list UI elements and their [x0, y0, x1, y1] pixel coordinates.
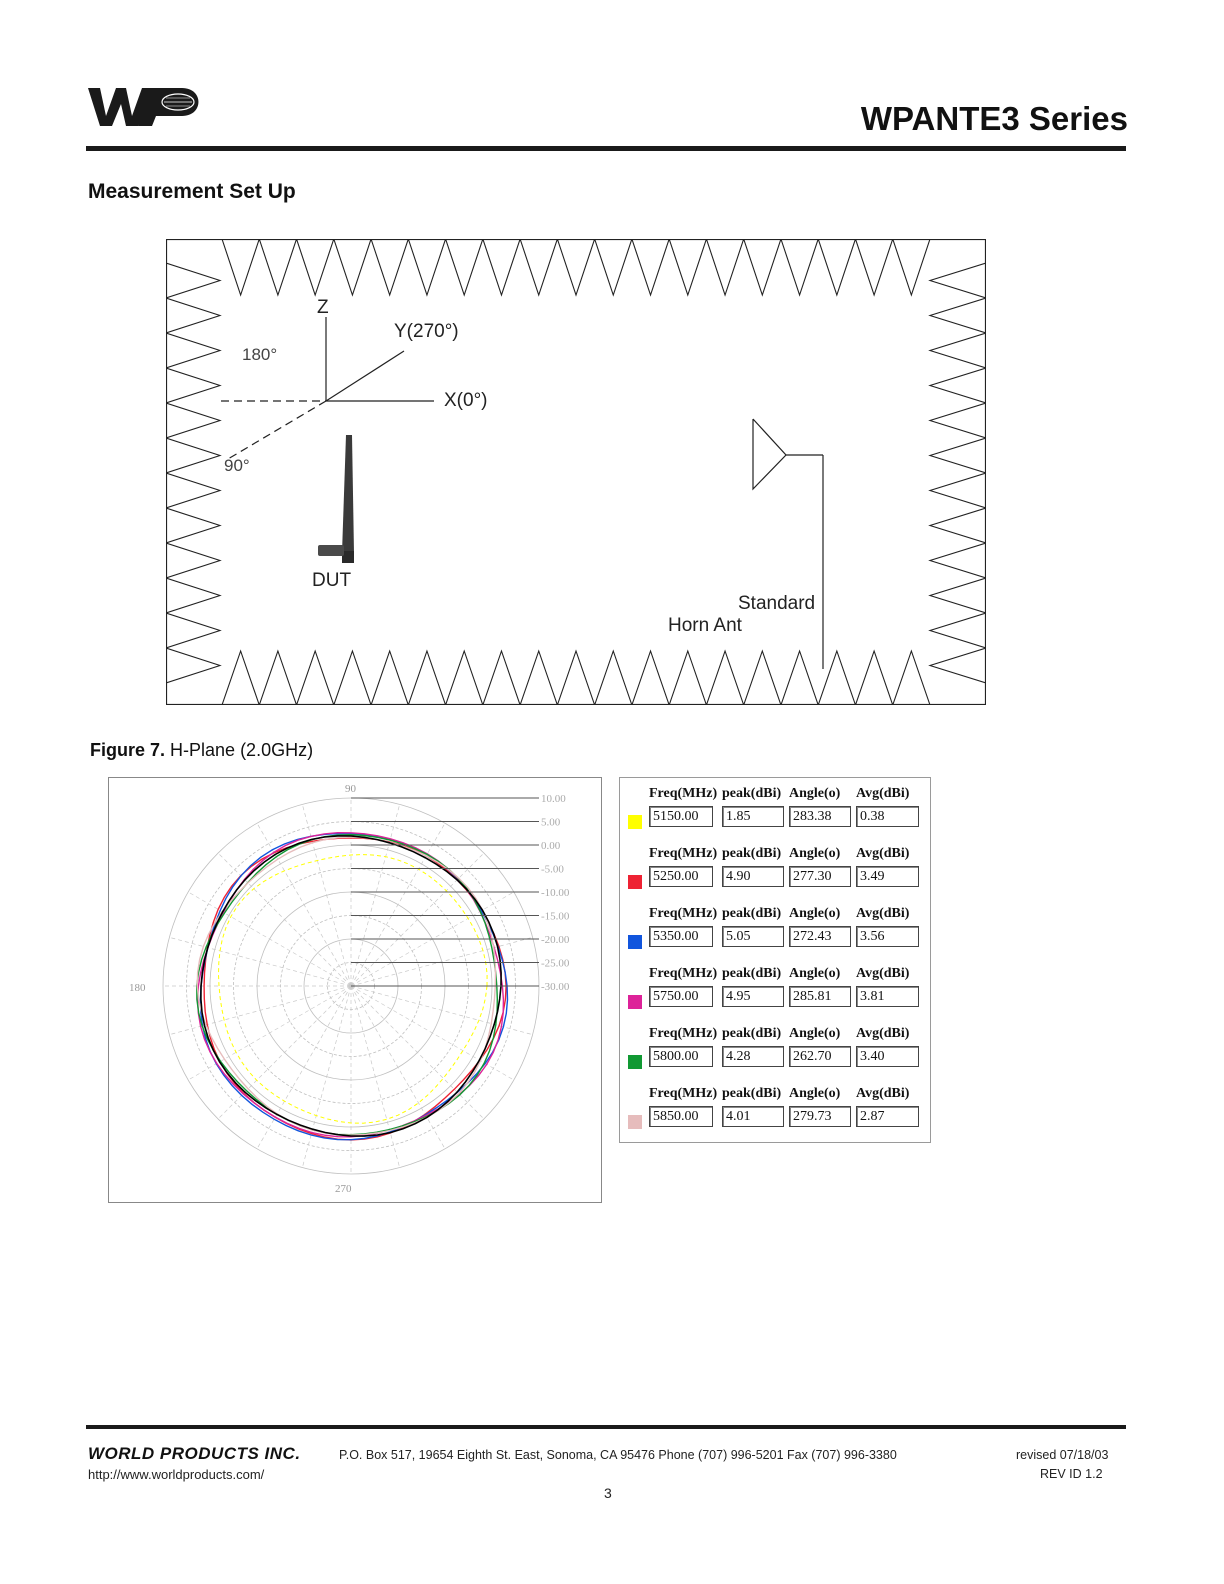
- legend-swatch: [628, 1115, 642, 1129]
- legend-header-peak: peak(dBi): [722, 1086, 782, 1101]
- legend-entry: [620, 838, 930, 896]
- legend-value-avg: 3.81: [856, 986, 919, 1007]
- legend-value-freq: 5150.00: [649, 806, 713, 827]
- legend-header-avg: Avg(dBi): [856, 1086, 910, 1101]
- legend-header-avg: Avg(dBi): [856, 1026, 910, 1041]
- angle-label-180: 180: [129, 982, 146, 994]
- horn-label-horn-ant: Horn Ant: [668, 615, 742, 636]
- legend-header-peak: peak(dBi): [722, 846, 782, 861]
- legend-header-avg: Avg(dBi): [856, 966, 910, 981]
- company-name: WORLD PRODUCTS INC.: [88, 1444, 301, 1463]
- legend-header-angle: Angle(o): [789, 1026, 841, 1041]
- footer-divider: [86, 1425, 1126, 1429]
- company-url[interactable]: http://www.worldproducts.com/: [88, 1467, 265, 1482]
- legend-value-peak: 4.95: [722, 986, 784, 1007]
- measurement-setup-diagram: [166, 239, 986, 705]
- legend-value-angle: 279.73: [789, 1106, 851, 1127]
- company-logo: [86, 84, 206, 128]
- legend-value-angle: 277.30: [789, 866, 851, 887]
- legend-header-avg: Avg(dBi): [856, 846, 910, 861]
- angle-label-270: 270: [335, 1183, 352, 1195]
- legend-value-angle: 272.43: [789, 926, 851, 947]
- legend-value-angle: 285.81: [789, 986, 851, 1007]
- legend-entry: [620, 1018, 930, 1076]
- legend-header-freq: Freq(MHz): [649, 906, 718, 921]
- legend-header-angle: Angle(o): [789, 1086, 841, 1101]
- series-title: WPANTE3 Series: [860, 100, 1128, 137]
- polar-radiation-plot: [108, 777, 602, 1203]
- horn-label-standard: Standard: [738, 593, 816, 614]
- radial-label: 0.00: [541, 840, 561, 852]
- legend-value-peak: 4.01: [722, 1106, 784, 1127]
- legend-value-peak: 5.05: [722, 926, 784, 947]
- company-address: P.O. Box 517, 19654 Eighth St. East, Sonoma, CA 95476 Phone (707) 996-5201 Fax (707) 996-3380: [339, 1448, 897, 1462]
- legend-entry: [620, 1078, 930, 1136]
- legend-value-avg: 2.87: [856, 1106, 919, 1127]
- radial-scale-labels: [351, 793, 570, 993]
- legend-entry: [620, 958, 930, 1016]
- legend-header-freq: Freq(MHz): [649, 786, 718, 801]
- legend-value-freq: 5350.00: [649, 926, 713, 947]
- radial-label: -5.00: [541, 863, 564, 876]
- legend-header-freq: Freq(MHz): [649, 846, 718, 861]
- legend-swatch: [628, 995, 642, 1009]
- revision-id: REV ID 1.2: [1040, 1467, 1103, 1481]
- figure-title: H-Plane (2.0GHz): [170, 740, 314, 760]
- radial-label: -15.00: [541, 910, 570, 923]
- legend-header-freq: Freq(MHz): [649, 1026, 718, 1041]
- page-number: 3: [604, 1485, 612, 1501]
- legend-header-avg: Avg(dBi): [856, 906, 910, 921]
- legend-value-freq: 5800.00: [649, 1046, 713, 1067]
- legend-swatch: [628, 1055, 642, 1069]
- legend-value-avg: 3.49: [856, 866, 919, 887]
- legend-header-angle: Angle(o): [789, 846, 841, 861]
- radial-label: 10.00: [541, 793, 566, 805]
- dut-label: DUT: [312, 570, 352, 591]
- legend-header-angle: Angle(o): [789, 906, 841, 921]
- legend-header-angle: Angle(o): [789, 966, 841, 981]
- angle-90-label: 90°: [224, 456, 250, 475]
- figure-caption: [90, 740, 313, 761]
- x-axis-label: X(0°): [444, 390, 488, 411]
- legend-panel: [619, 777, 931, 1143]
- legend-header-freq: Freq(MHz): [649, 1086, 718, 1101]
- legend-value-peak: 4.28: [722, 1046, 784, 1067]
- legend-entry: [620, 898, 930, 956]
- section-title: Measurement Set Up: [88, 180, 296, 203]
- radial-label: -30.00: [541, 981, 570, 993]
- header-divider: [86, 146, 1126, 151]
- legend-value-angle: 262.70: [789, 1046, 851, 1067]
- z-axis-label: Z: [317, 297, 329, 318]
- legend-header-freq: Freq(MHz): [649, 966, 718, 981]
- legend-value-avg: 3.40: [856, 1046, 919, 1067]
- legend-swatch: [628, 815, 642, 829]
- legend-value-avg: 3.56: [856, 926, 919, 947]
- legend-value-peak: 1.85: [722, 806, 784, 827]
- legend-value-freq: 5850.00: [649, 1106, 713, 1127]
- angle-180-label: 180°: [242, 345, 278, 364]
- radial-label: -25.00: [541, 957, 570, 970]
- legend-header-peak: peak(dBi): [722, 786, 782, 801]
- radial-label: 5.00: [541, 816, 561, 829]
- legend-header-angle: Angle(o): [789, 786, 841, 801]
- radial-label: -20.00: [541, 934, 570, 946]
- legend-swatch: [628, 935, 642, 949]
- y-axis-label: Y(270°): [394, 321, 459, 342]
- legend-entry: [620, 778, 930, 836]
- legend-header-peak: peak(dBi): [722, 966, 782, 981]
- legend-value-avg: 0.38: [856, 806, 919, 827]
- legend-value-angle: 283.38: [789, 806, 851, 827]
- figure-number: Figure 7.: [90, 740, 166, 760]
- legend-value-freq: 5750.00: [649, 986, 713, 1007]
- legend-swatch: [628, 875, 642, 889]
- legend-header-peak: peak(dBi): [722, 906, 782, 921]
- legend-header-peak: peak(dBi): [722, 1026, 782, 1041]
- angle-label-90: 90: [345, 783, 356, 795]
- legend-header-avg: Avg(dBi): [856, 786, 910, 801]
- radial-label: -10.00: [541, 887, 570, 899]
- revised-date: revised 07/18/03: [1016, 1448, 1109, 1462]
- legend-value-peak: 4.90: [722, 866, 784, 887]
- legend-value-freq: 5250.00: [649, 866, 713, 887]
